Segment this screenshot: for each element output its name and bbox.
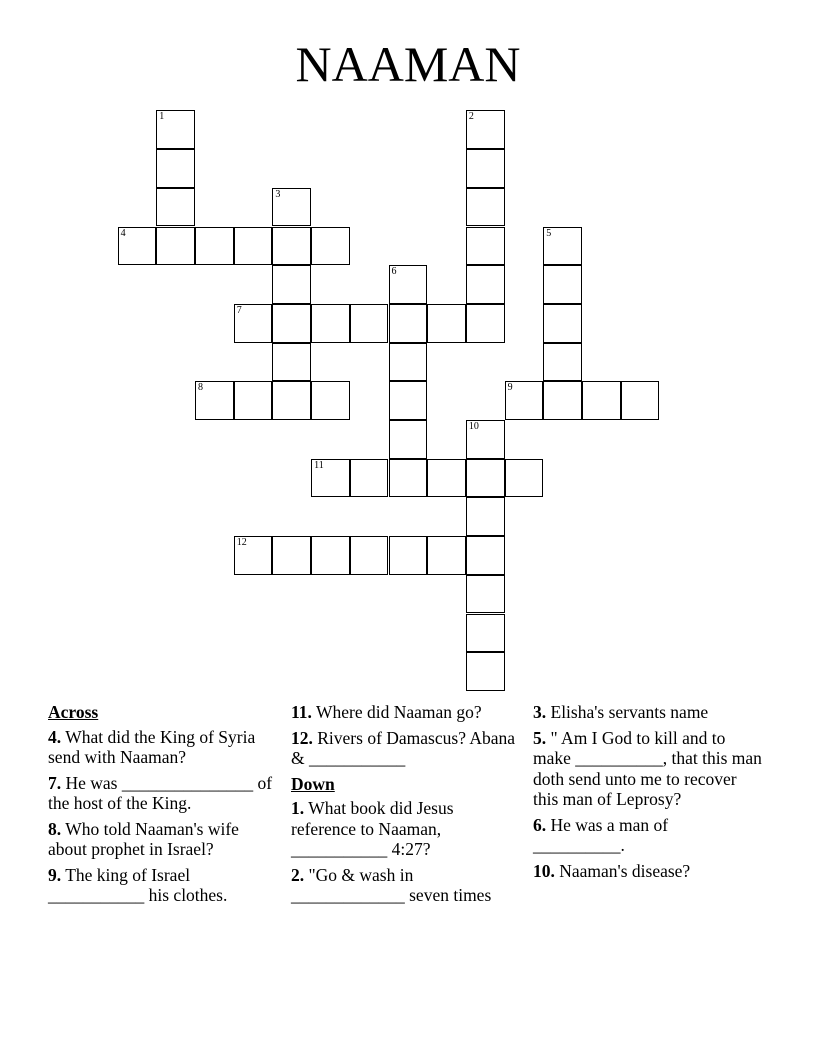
grid-cell[interactable]: [272, 381, 311, 420]
grid-cell[interactable]: [311, 304, 350, 343]
grid-cell[interactable]: [466, 304, 505, 343]
grid-cell[interactable]: [466, 227, 505, 266]
grid-cell[interactable]: [389, 536, 428, 575]
grid-cell[interactable]: [272, 343, 311, 382]
grid-cell[interactable]: [311, 381, 350, 420]
grid-cell[interactable]: [234, 381, 273, 420]
grid-cell[interactable]: [118, 227, 157, 266]
grid-cell[interactable]: [350, 536, 389, 575]
grid-cell[interactable]: [582, 381, 621, 420]
grid-cell[interactable]: [466, 265, 505, 304]
clue-across-11: 11. Where did Naaman go?: [291, 702, 482, 722]
clue-across-7: 7. He was _______________ of the host of the King.: [48, 772, 273, 813]
grid-cell[interactable]: [466, 497, 505, 536]
grid-cell[interactable]: [350, 459, 389, 498]
cell-number: 4: [120, 227, 126, 239]
grid-cell[interactable]: [156, 110, 195, 149]
clue-down-3: 3. Elisha's servants name: [533, 702, 709, 722]
grid-cell[interactable]: [389, 265, 428, 304]
grid-cell[interactable]: [466, 536, 505, 575]
grid-cell[interactable]: [389, 459, 428, 498]
grid-cell[interactable]: [466, 420, 505, 459]
grid-cell[interactable]: [311, 536, 350, 575]
cell-number: 2: [468, 111, 474, 123]
grid-cell[interactable]: [466, 110, 505, 149]
cell-number: 1: [159, 111, 165, 123]
grid-cell[interactable]: [466, 188, 505, 227]
grid-cell[interactable]: [156, 188, 195, 227]
clue-column-1: [48, 702, 282, 911]
grid-cell[interactable]: [156, 149, 195, 188]
grid-cell[interactable]: [427, 459, 466, 498]
grid-cell[interactable]: [311, 227, 350, 266]
grid-cell[interactable]: [466, 652, 505, 691]
grid-cell[interactable]: [466, 614, 505, 653]
cell-number: 7: [236, 304, 242, 316]
grid-cell[interactable]: [543, 343, 582, 382]
across-heading: Across: [48, 702, 99, 722]
grid-cell[interactable]: [466, 575, 505, 614]
grid-cell[interactable]: [234, 227, 273, 266]
cell-number: 8: [198, 382, 203, 394]
grid-cell[interactable]: [234, 536, 273, 575]
grid-cell[interactable]: [543, 381, 582, 420]
grid-cell[interactable]: [389, 304, 428, 343]
grid-cell[interactable]: [311, 459, 350, 498]
clue-down-10: 10. Naaman's disease?: [533, 860, 691, 881]
grid-cell[interactable]: [234, 304, 273, 343]
puzzle-title: NAAMAN: [295, 36, 521, 92]
clue-across-12: 12. Rivers of Damascus? Abana & ___________: [291, 727, 516, 768]
grid-cell[interactable]: [389, 343, 428, 382]
grid-cell[interactable]: [389, 420, 428, 459]
grid-cell[interactable]: [505, 459, 544, 498]
grid-cell[interactable]: [621, 381, 660, 420]
grid-cell[interactable]: [195, 227, 234, 266]
clue-column-3: [533, 702, 763, 886]
grid-cell[interactable]: [543, 227, 582, 266]
grid-cell[interactable]: [272, 188, 311, 227]
grid-cell[interactable]: [466, 149, 505, 188]
cell-number: 12: [236, 537, 247, 549]
grid-cell[interactable]: [272, 227, 311, 266]
grid-cell[interactable]: [156, 227, 195, 266]
grid-cell[interactable]: [389, 381, 428, 420]
grid-cell[interactable]: [272, 265, 311, 304]
grid-cell[interactable]: [427, 536, 466, 575]
clue-across-9: 9. The king of Israel ___________ his clothes.: [48, 864, 228, 905]
cell-number: 10: [468, 421, 479, 432]
grid-cell[interactable]: [505, 381, 544, 420]
grid-cell[interactable]: [195, 381, 234, 420]
cell-number: 3: [275, 188, 281, 200]
grid-cell[interactable]: [543, 265, 582, 304]
clue-down-1: 1. What book did Jesus reference to Naaman, ___________ 4:27?: [291, 798, 454, 859]
clue-down-2: 2. "Go & wash in _____________ seven times: [291, 864, 492, 905]
clue-column-2: [291, 702, 517, 911]
grid-cell[interactable]: [272, 304, 311, 343]
grid-cell[interactable]: [466, 459, 505, 498]
clue-across-4: 4. What did the King of Syria send with Naaman?: [48, 726, 256, 767]
grid-cell[interactable]: [350, 304, 389, 343]
down-heading: Down: [291, 773, 335, 794]
cell-number: 6: [391, 266, 397, 278]
clue-down-6: 6. He was a man of __________.: [533, 814, 669, 855]
cell-number: 11: [314, 459, 324, 471]
grid-cell[interactable]: [427, 304, 466, 343]
cell-number: 5: [546, 227, 552, 239]
cell-number: 9: [507, 382, 513, 394]
clue-across-8: 8. Who told Naaman's wife about prophet in Israel?: [48, 818, 239, 859]
clue-down-5: 5. " Am I God to kill and to make __________, that this man doth send unto me to recover this man of Leprosy?: [533, 727, 762, 809]
grid-cell[interactable]: [272, 536, 311, 575]
grid-cell[interactable]: [543, 304, 582, 343]
